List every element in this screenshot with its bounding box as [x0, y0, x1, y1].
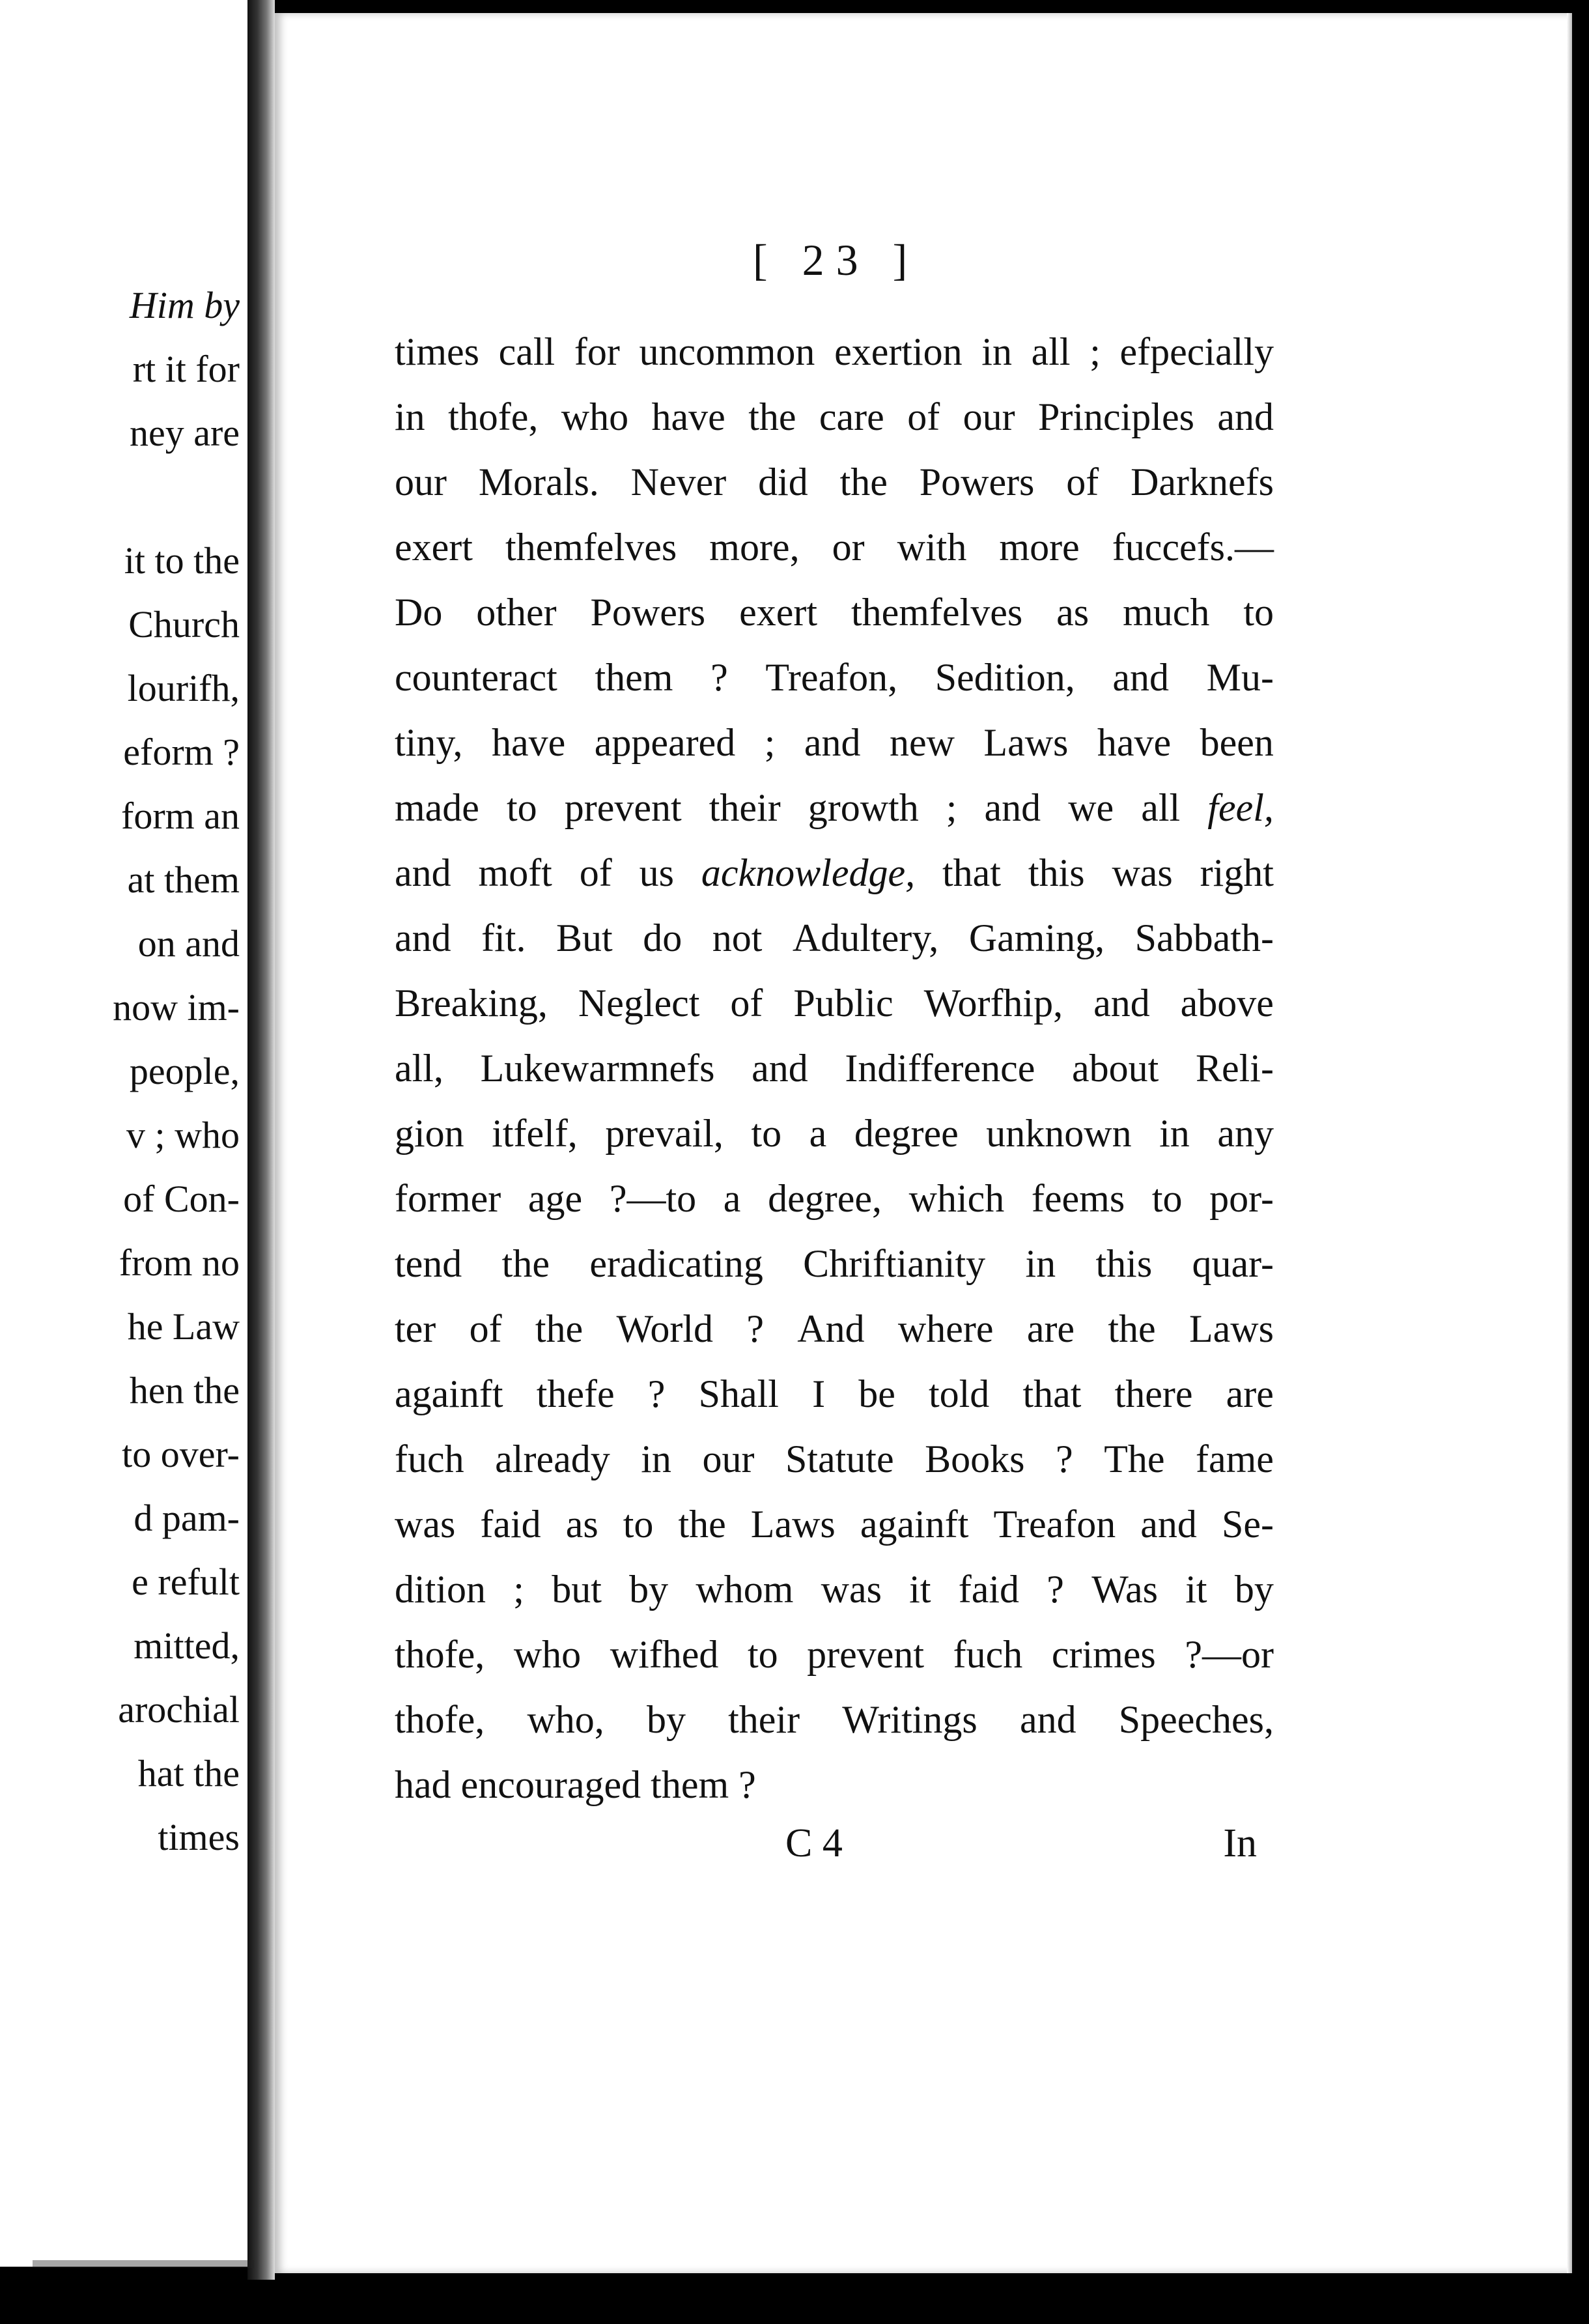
text-word: exert [395, 526, 473, 569]
text-word: faid [958, 1568, 1020, 1611]
left-page-line: of Con- [123, 1178, 240, 1220]
text-word: Powers [919, 461, 1035, 503]
text-word: ? [738, 1763, 756, 1806]
text-word: feems [1031, 1177, 1125, 1220]
left-page-line: he Law [127, 1305, 240, 1348]
text-word: and [1093, 982, 1150, 1025]
text-word: Neglect [578, 982, 700, 1025]
text-word: Breaking, [395, 982, 548, 1025]
text-line [395, 905, 1274, 971]
text-word: ? [647, 1372, 666, 1415]
text-word: our [395, 461, 447, 503]
text-word: ? [746, 1307, 764, 1350]
text-word: Sedition, [935, 656, 1075, 699]
text-word: World [616, 1307, 713, 1350]
text-word: the [839, 461, 888, 503]
text-word: times [395, 330, 479, 373]
text-word: Gaming, [968, 916, 1105, 959]
text-word: as [565, 1503, 598, 1546]
text-word: with [897, 526, 967, 569]
text-word: thofe, [448, 395, 539, 438]
text-word: But [556, 916, 613, 959]
text-word: them [651, 1763, 739, 1806]
text-word: Laws [1189, 1307, 1274, 1350]
left-page-line: it to the [124, 539, 240, 582]
text-word: of [730, 982, 763, 1025]
text-word: Books [925, 1438, 1025, 1481]
text-word: by [1234, 1568, 1274, 1611]
text-word: efpecially [1119, 330, 1274, 373]
text-word: againft [395, 1372, 503, 1415]
text-word: the [1108, 1307, 1156, 1350]
text-line [395, 1296, 1274, 1361]
text-line [395, 1231, 1274, 1296]
text-word: growth [808, 786, 919, 829]
text-line [395, 1492, 1274, 1557]
text-word: I [812, 1372, 826, 1415]
left-page-line: to over- [122, 1433, 240, 1475]
text-word: who [513, 1633, 582, 1676]
text-word: thofe, [395, 1698, 485, 1741]
left-page-line: v ; who [126, 1114, 240, 1156]
left-page-line: hat the [137, 1752, 240, 1794]
text-word: above [1180, 982, 1274, 1025]
text-word: age [527, 1177, 583, 1220]
left-page-line: from no [119, 1241, 240, 1284]
page-footer [785, 1821, 1257, 1867]
text-line [395, 1687, 1274, 1752]
text-word: and [804, 721, 861, 764]
text-word: of [469, 1307, 502, 1350]
text-word: our [963, 395, 1015, 438]
text-word: Darknefs [1131, 461, 1274, 503]
text-word: Reli- [1195, 1047, 1274, 1090]
text-word: their [728, 1698, 800, 1741]
text-word: it [909, 1568, 931, 1611]
text-word: of [1066, 461, 1099, 503]
left-page-line: hen the [129, 1369, 240, 1411]
text-word: prevent [564, 786, 682, 829]
text-word: ? [710, 656, 728, 699]
text-word: fuch [395, 1438, 464, 1481]
text-word: againft [860, 1503, 969, 1546]
text-word: all, [395, 1047, 443, 1090]
text-word: And [797, 1307, 865, 1350]
text-word: Mu- [1206, 656, 1274, 699]
text-word: gion [395, 1112, 464, 1155]
text-word: where [897, 1307, 994, 1350]
text-word: ?—or [1185, 1633, 1274, 1676]
text-word: be [858, 1372, 895, 1415]
left-page-line: on and [137, 922, 240, 965]
text-word: was [395, 1503, 456, 1546]
text-word: fit. [481, 916, 526, 959]
text-word: moft [478, 851, 552, 894]
book-gutter [247, 0, 275, 2280]
text-word: fuch [953, 1633, 1023, 1676]
catchword: In [1223, 1821, 1257, 1865]
left-page-line: people, [129, 1050, 240, 1092]
left-page-line: e refult [132, 1561, 240, 1603]
text-line [395, 710, 1274, 775]
text-line [395, 1036, 1274, 1101]
text-word: Indifference [845, 1047, 1035, 1090]
text-word: appeared [594, 721, 736, 764]
left-page-line: times [158, 1816, 240, 1858]
scan-edge [33, 2260, 254, 2268]
left-page-line: lourifh, [127, 667, 240, 709]
text-word: who [561, 395, 629, 438]
text-word: which [908, 1177, 1005, 1220]
text-line [395, 1557, 1274, 1622]
text-word: are [1226, 1372, 1274, 1415]
text-word: a [809, 1112, 827, 1155]
text-word: counteract [395, 656, 557, 699]
text-word: who, [527, 1698, 604, 1741]
text-word: to [751, 1112, 782, 1155]
left-page-text [113, 274, 240, 1869]
text-word: it [1185, 1568, 1207, 1611]
text-line [395, 971, 1274, 1036]
left-page-line: mitted, [134, 1624, 240, 1667]
text-line [395, 645, 1274, 710]
text-word: and [1217, 395, 1274, 438]
text-word: ; [513, 1568, 524, 1611]
text-word: whom [696, 1568, 794, 1611]
text-word: itfelf, [492, 1112, 578, 1155]
text-line [395, 580, 1274, 645]
text-word: all [1141, 786, 1181, 829]
text-word: care [819, 395, 884, 438]
text-word: and [1112, 656, 1170, 699]
text-word: fame [1196, 1438, 1274, 1481]
text-word: exert [739, 591, 818, 634]
text-word: Statute [785, 1438, 894, 1481]
text-word: more [999, 526, 1080, 569]
text-word: prevent [807, 1633, 925, 1676]
text-line [395, 515, 1274, 580]
text-word: dition [395, 1568, 486, 1611]
text-line [395, 1361, 1274, 1426]
text-word: in [395, 395, 425, 438]
text-word: and [1140, 1503, 1197, 1546]
text-word: to [747, 1633, 778, 1676]
text-word: by [629, 1568, 669, 1611]
text-word: thofe, [395, 1633, 485, 1676]
text-word: of [907, 395, 940, 438]
text-word: there [1114, 1372, 1193, 1415]
text-word: uncommon [639, 330, 815, 373]
text-word: our [702, 1438, 755, 1481]
text-word: by [646, 1698, 686, 1741]
text-word: a [723, 1177, 741, 1220]
text-word: Speeches, [1118, 1698, 1274, 1741]
text-word: feel, [1207, 786, 1274, 829]
text-word: encouraged [460, 1763, 651, 1806]
text-word: por- [1209, 1177, 1274, 1220]
text-word: in [981, 330, 1012, 373]
text-line [395, 319, 1274, 384]
text-word: degree, [768, 1177, 882, 1220]
text-word: Adultery, [792, 916, 939, 959]
text-word: new [889, 721, 955, 764]
text-word: the [748, 395, 796, 438]
text-line [395, 840, 1274, 905]
left-page-line: Him by [129, 284, 240, 326]
text-word: to [623, 1503, 654, 1546]
text-word: Laws [983, 721, 1069, 764]
text-word: Lukewarmnefs [480, 1047, 715, 1090]
text-word: in [1025, 1242, 1056, 1285]
text-word: Never [630, 461, 727, 503]
text-word: themfelves [505, 526, 677, 569]
text-word: thefe [536, 1372, 615, 1415]
text-word: told [928, 1372, 990, 1415]
text-word: faid [480, 1503, 541, 1546]
text-word: to [507, 786, 537, 829]
text-line [395, 775, 1274, 840]
left-page-line: ney are [129, 412, 240, 454]
text-line [395, 1101, 1274, 1166]
text-word: crimes [1051, 1633, 1156, 1676]
text-word: wifhed [610, 1633, 719, 1676]
left-page-line: arochial [118, 1688, 240, 1731]
text-word: not [712, 916, 763, 959]
text-word: was [821, 1568, 882, 1611]
text-line [395, 449, 1274, 515]
text-word: been [1200, 721, 1274, 764]
text-word: Was [1091, 1568, 1158, 1611]
text-word: in [641, 1438, 671, 1481]
left-page-line: at them [127, 858, 240, 901]
text-word: had [395, 1763, 461, 1806]
text-word: Principles [1037, 395, 1194, 438]
text-line [395, 1752, 1274, 1817]
text-word: we [1068, 786, 1114, 829]
text-word: right [1200, 851, 1274, 894]
text-word: Chriftianity [803, 1242, 986, 1285]
text-word: Shall [698, 1372, 779, 1415]
signature-mark: C 4 [785, 1821, 843, 1865]
text-word: and [1019, 1698, 1076, 1741]
text-word: to [1151, 1177, 1183, 1220]
text-word: this [1095, 1242, 1153, 1285]
text-word: Se- [1221, 1503, 1274, 1546]
text-word: ; [764, 721, 776, 764]
text-word: of [579, 851, 612, 894]
left-page [0, 0, 247, 2267]
text-word: made [395, 786, 479, 829]
text-word: ? [1056, 1438, 1073, 1481]
text-word: eradicating [589, 1242, 763, 1285]
text-word: tiny, [395, 721, 463, 764]
text-word: fuccefs.— [1112, 526, 1274, 569]
text-word: have [651, 395, 725, 438]
text-word: that [1022, 1372, 1082, 1415]
text-word: ?—to [609, 1177, 697, 1220]
text-line [395, 1166, 1274, 1231]
text-word: the [678, 1503, 726, 1546]
text-word: all [1031, 330, 1071, 373]
text-word: acknowledge, [701, 851, 916, 894]
text-word: Public [793, 982, 893, 1025]
text-word: ; [1090, 330, 1101, 373]
text-word: Morals. [478, 461, 599, 503]
left-page-line: rt it for [132, 348, 240, 390]
text-word: more, [709, 526, 800, 569]
text-word: them [595, 656, 673, 699]
text-word: Writings [842, 1698, 977, 1741]
text-word: much [1123, 591, 1210, 634]
text-word: did [758, 461, 808, 503]
text-word: degree [854, 1112, 959, 1155]
text-word: and [395, 916, 451, 959]
text-word: Sabbath- [1134, 916, 1274, 959]
left-page-line: Church [128, 603, 240, 645]
text-word: are [1026, 1307, 1075, 1350]
text-word: ; [946, 786, 957, 829]
text-word: other [476, 591, 557, 634]
text-word: exertion [834, 330, 963, 373]
text-word: have [491, 721, 566, 764]
text-word: themfelves [851, 591, 1023, 634]
text-line [395, 384, 1274, 449]
text-word: Treafon [993, 1503, 1116, 1546]
text-word: call [498, 330, 555, 373]
text-word: that [942, 851, 1001, 894]
text-word: their [709, 786, 781, 829]
text-line [395, 1426, 1274, 1492]
text-word: any [1217, 1112, 1274, 1155]
text-word: The [1104, 1438, 1165, 1481]
text-word: unknown [986, 1112, 1132, 1155]
text-word: or [832, 526, 865, 569]
text-word: about [1072, 1047, 1159, 1090]
text-word: but [552, 1568, 602, 1611]
text-word: to [1243, 591, 1274, 634]
text-word: quar- [1192, 1242, 1274, 1285]
text-word: Worfhip, [923, 982, 1063, 1025]
text-word: Do [395, 591, 443, 634]
left-page-line [113, 465, 240, 529]
text-word: Powers [590, 591, 706, 634]
left-page-line: now im- [113, 986, 240, 1028]
page-number-header: [ 23 ] [753, 235, 920, 285]
text-word: this [1028, 851, 1085, 894]
text-word: and [752, 1047, 808, 1090]
text-word: Laws [750, 1503, 836, 1546]
left-page-line: eform ? [123, 731, 240, 773]
text-word: the [501, 1242, 550, 1285]
text-word: the [535, 1307, 584, 1350]
text-word: Treafon, [765, 656, 898, 699]
text-word: and [395, 851, 451, 894]
text-line [395, 1622, 1274, 1687]
text-word: was [1112, 851, 1173, 894]
left-page-line: d pam- [134, 1497, 240, 1539]
text-word: ter [395, 1307, 436, 1350]
body-text [395, 319, 1274, 1817]
text-word: prevail, [605, 1112, 724, 1155]
text-word: in [1159, 1112, 1190, 1155]
left-page-line: form an [121, 795, 240, 837]
text-word: us [639, 851, 674, 894]
text-word: for [574, 330, 620, 373]
text-word: already [495, 1438, 610, 1481]
text-word: ? [1047, 1568, 1064, 1611]
text-word: do [643, 916, 682, 959]
text-word: tend [395, 1242, 462, 1285]
text-word: as [1056, 591, 1090, 634]
text-word: and [984, 786, 1041, 829]
text-word: have [1097, 721, 1172, 764]
text-word: former [395, 1177, 501, 1220]
